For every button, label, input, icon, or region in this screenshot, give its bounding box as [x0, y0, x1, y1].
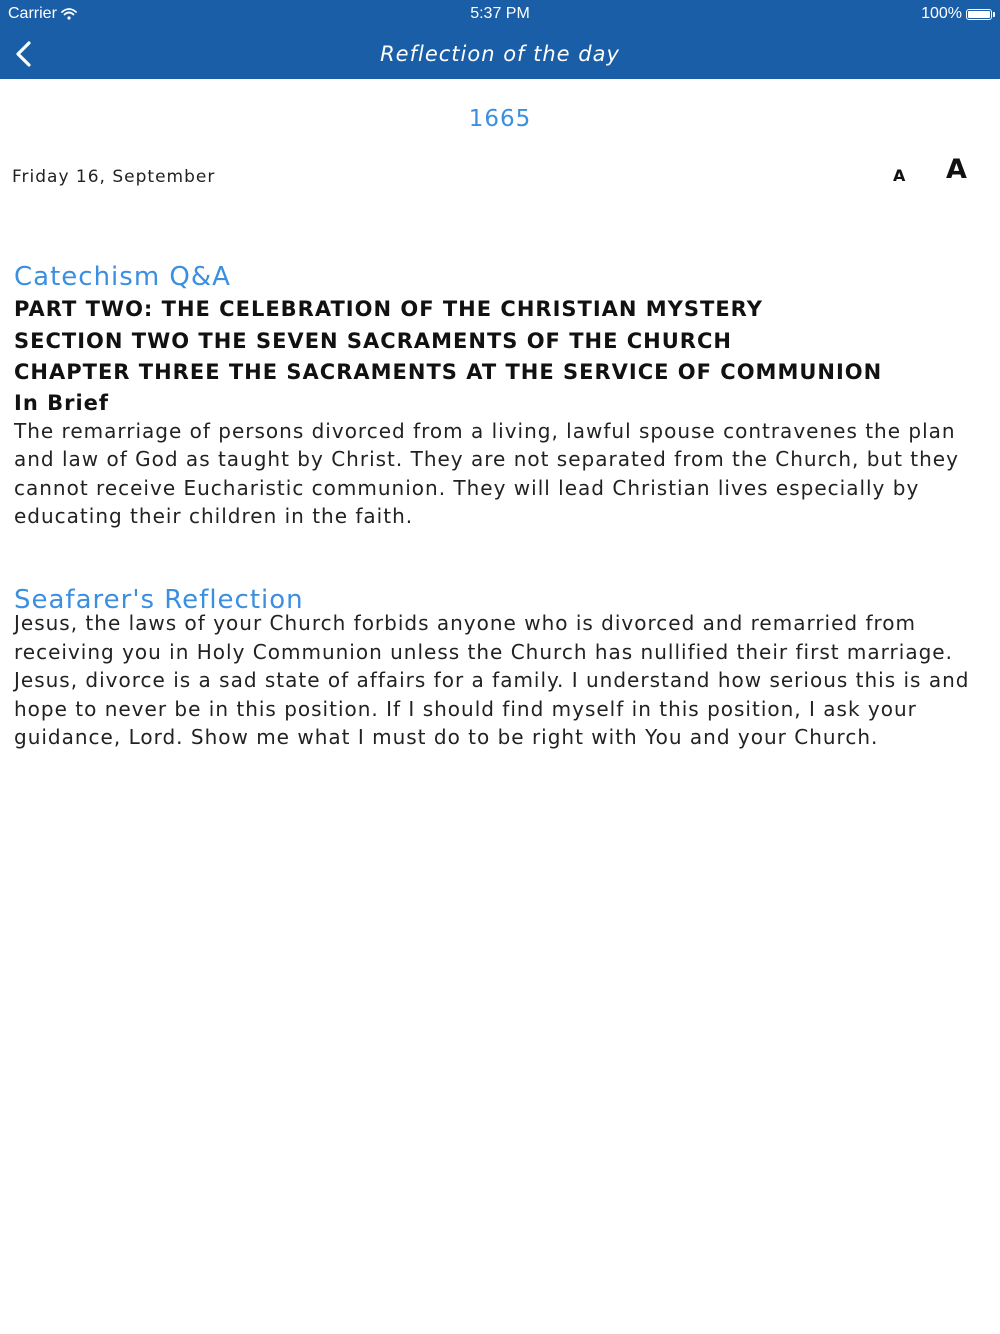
- battery-indicator: [921, 5, 992, 23]
- status-bar: [0, 0, 1000, 28]
- reflection-number: 1665: [468, 106, 532, 132]
- catechism-chapter: CHAPTER THREE THE SACRAMENTS AT THE SERVICE OF COMMUNION: [14, 360, 883, 384]
- battery-percent: 100%: [921, 5, 962, 22]
- in-brief-heading: In Brief: [14, 390, 110, 415]
- decrease-font-button[interactable]: A: [893, 166, 906, 185]
- catechism-part: PART TWO: THE CELEBRATION OF THE CHRISTIAN MYSTERY: [14, 297, 763, 321]
- status-time: 5:37 PM: [470, 5, 530, 22]
- seafarer-heading: Seafarer's Reflection: [14, 585, 304, 615]
- navigation-bar: [0, 28, 1000, 79]
- increase-font-button[interactable]: A: [946, 154, 967, 185]
- battery-icon: [966, 9, 992, 20]
- page-title: Reflection of the day: [380, 42, 620, 66]
- seafarer-text: Jesus, the laws of your Church forbids anyone who is divorced and remarried from receiving you in Holy Communion unless the Church has nullified their first marriage. Jesus, divorce is a sad state of affairs for a family. I understand how serious this is and hope to never be in this position. If I should find myself in this position, I ask your guidance, Lord. Show me what I must do to be right with You and your Church.: [14, 611, 970, 750]
- carrier-label: Carrier: [8, 5, 57, 22]
- catechism-text: The remarriage of persons divorced from a living, lawful spouse contravenes the plan and law of God as taught by Christ. They are not separated from the Church, but they cannot receive Eucharistic communion. They will lead Christian lives especially by educating their children in the faith.: [14, 418, 959, 529]
- catechism-section-title: SECTION TWO THE SEVEN SACRAMENTS OF THE CHURCH: [14, 328, 732, 353]
- reflection-date: Friday 16, September: [12, 167, 216, 187]
- catechism-heading: Catechism Q&A: [14, 262, 231, 292]
- seafarer-section: [14, 584, 989, 752]
- catechism-section: [14, 262, 984, 531]
